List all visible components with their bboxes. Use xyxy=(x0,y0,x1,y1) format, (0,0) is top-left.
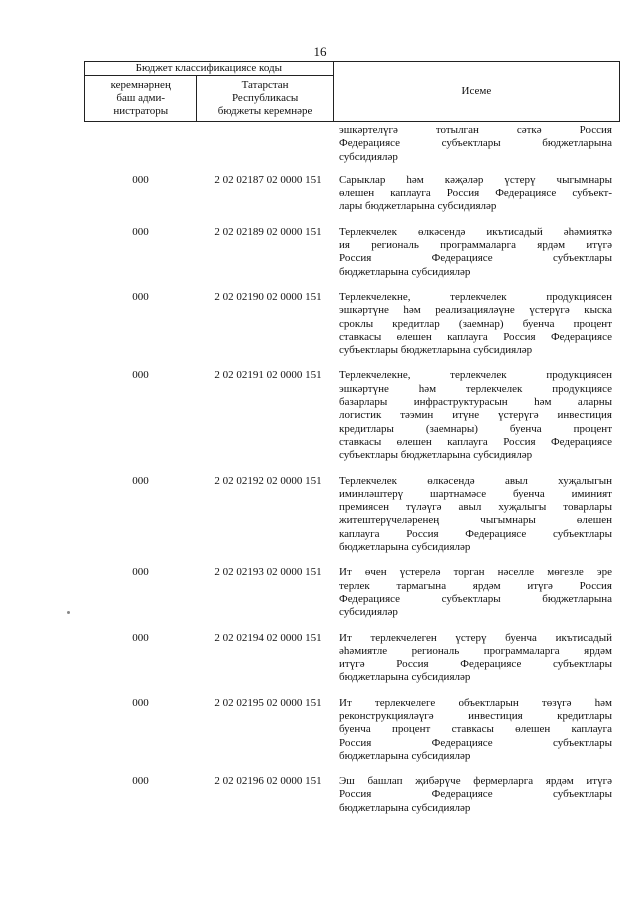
header-group-title: Бюджет классификациясе коды xyxy=(85,62,334,76)
table-row xyxy=(84,369,624,462)
row-description: Сарыклар һәм кәҗәләр үстерү чыгымнары өлешен каплауга Россия Федерациясе субъект- лары бюджетларына субсидияләр xyxy=(339,173,612,213)
table-row xyxy=(84,291,624,357)
table-body xyxy=(84,124,624,815)
budget-code: 2 02 02196 02 0000 151 xyxy=(214,775,322,788)
table-row xyxy=(84,632,624,685)
table-row xyxy=(84,226,624,279)
budget-code: 2 02 02190 02 0000 151 xyxy=(214,290,322,303)
budget-code: 2 02 02195 02 0000 151 xyxy=(214,696,322,709)
admin-code: 000 xyxy=(132,173,149,186)
row-description: Терлекчелекне, терлекчелек продукциясен эшкәртүне һәм терлекчелек продукциясе базарлары инфраструктурасын һәм аларны логистик тәэмин итүне үстерүгә инвестиция кредитлары (заемнары) буенча процент ставкасы өлешен каплауга Россия Федерациясе субъектлары бюджетларына субсидияләр xyxy=(339,369,612,462)
header-name-column: Исеме xyxy=(333,62,619,122)
row-description: Ит өчен үстерелә торган нәселле мөгезле эре терлек тармагына ярдәм итүгә Россия Федерациясе субъектлары бюджетларына субсидияләр xyxy=(339,566,612,619)
budget-code: 2 02 02192 02 0000 151 xyxy=(214,474,322,487)
admin-code: 000 xyxy=(132,474,149,487)
page-number: 16 xyxy=(313,44,327,59)
header-income-column: Татарстан Республикасы бюджеты керемнәре xyxy=(197,76,333,122)
table-row xyxy=(84,566,624,619)
budget-code: 2 02 02189 02 0000 151 xyxy=(214,225,322,238)
budget-code: 2 02 02194 02 0000 151 xyxy=(214,631,322,644)
row-description: Терлекчелек өлкәсендә авыл хуҗалыгын иминләштерү шартнамәсе буенча иминият премиясен түләүгә авыл хуҗалыгы товарлары житештерүчеләренең чыгымнары өлешен каплауга Россия Федерациясе субъектлары бюджетларына субсидияләр xyxy=(339,474,612,554)
row-description: Эш башлап җибәрүче фермерларга ярдәм итүгә Россия Федерациясе субъектлары бюджетларына субсидияләр xyxy=(339,775,612,814)
row-description: Ит терлекчелеге объектларын төзүгә һәм реконструкцияләүгә инвестиция кредитлары буенча процент ставкасы өлешен каплауга Россия Федерациясе субъектлары бюджетларына субсидияләр xyxy=(339,696,612,762)
admin-code: 000 xyxy=(132,290,149,303)
table-row xyxy=(84,775,624,815)
admin-code: 000 xyxy=(132,696,149,709)
admin-code: 000 xyxy=(132,566,149,579)
budget-code: 2 02 02187 02 0000 151 xyxy=(214,173,322,186)
admin-code: 000 xyxy=(132,775,149,788)
scan-speck xyxy=(67,611,70,614)
budget-code-table-header xyxy=(84,61,620,122)
admin-code: 000 xyxy=(132,369,149,382)
admin-code: 000 xyxy=(132,225,149,238)
table-row xyxy=(84,475,624,555)
table-row xyxy=(84,124,624,164)
header-admin-column: керемнәрнең баш адми- нистраторы xyxy=(85,76,197,122)
table-row xyxy=(84,697,624,763)
row-description: эшкәртелүгә тотылган сәткә Россия Федерациясе субъектлары бюджетларына субсидияләр xyxy=(339,124,612,163)
row-description: Терлекчелек өлкәсендә икътисадый әһәмияткә ия региональ программаларга ярдәм итүгә Россия Федерациясе субъектлары бюджетларына субсидияләр xyxy=(339,225,612,278)
admin-code: 000 xyxy=(132,631,149,644)
budget-code: 2 02 02193 02 0000 151 xyxy=(214,566,322,579)
row-description: Терлекчелекне, терлекчелек продукциясен эшкәртүне һәм реализацияләүне үстерүгә кыска сроклы кредитлар (заемнар) буенча процент ставкасы өлешен каплауга Россия Федерациясе субъектлары бюджетларына субсидияләр xyxy=(339,290,612,357)
budget-code: 2 02 02191 02 0000 151 xyxy=(214,369,322,382)
table-row xyxy=(84,174,624,214)
row-description: Ит терлекчелеген үстерү буенча икътисадый әһәмиятле региональ программаларга ярдәм итүгә Россия Федерациясе субъектлары бюджетларына субсидияләр xyxy=(339,631,612,684)
